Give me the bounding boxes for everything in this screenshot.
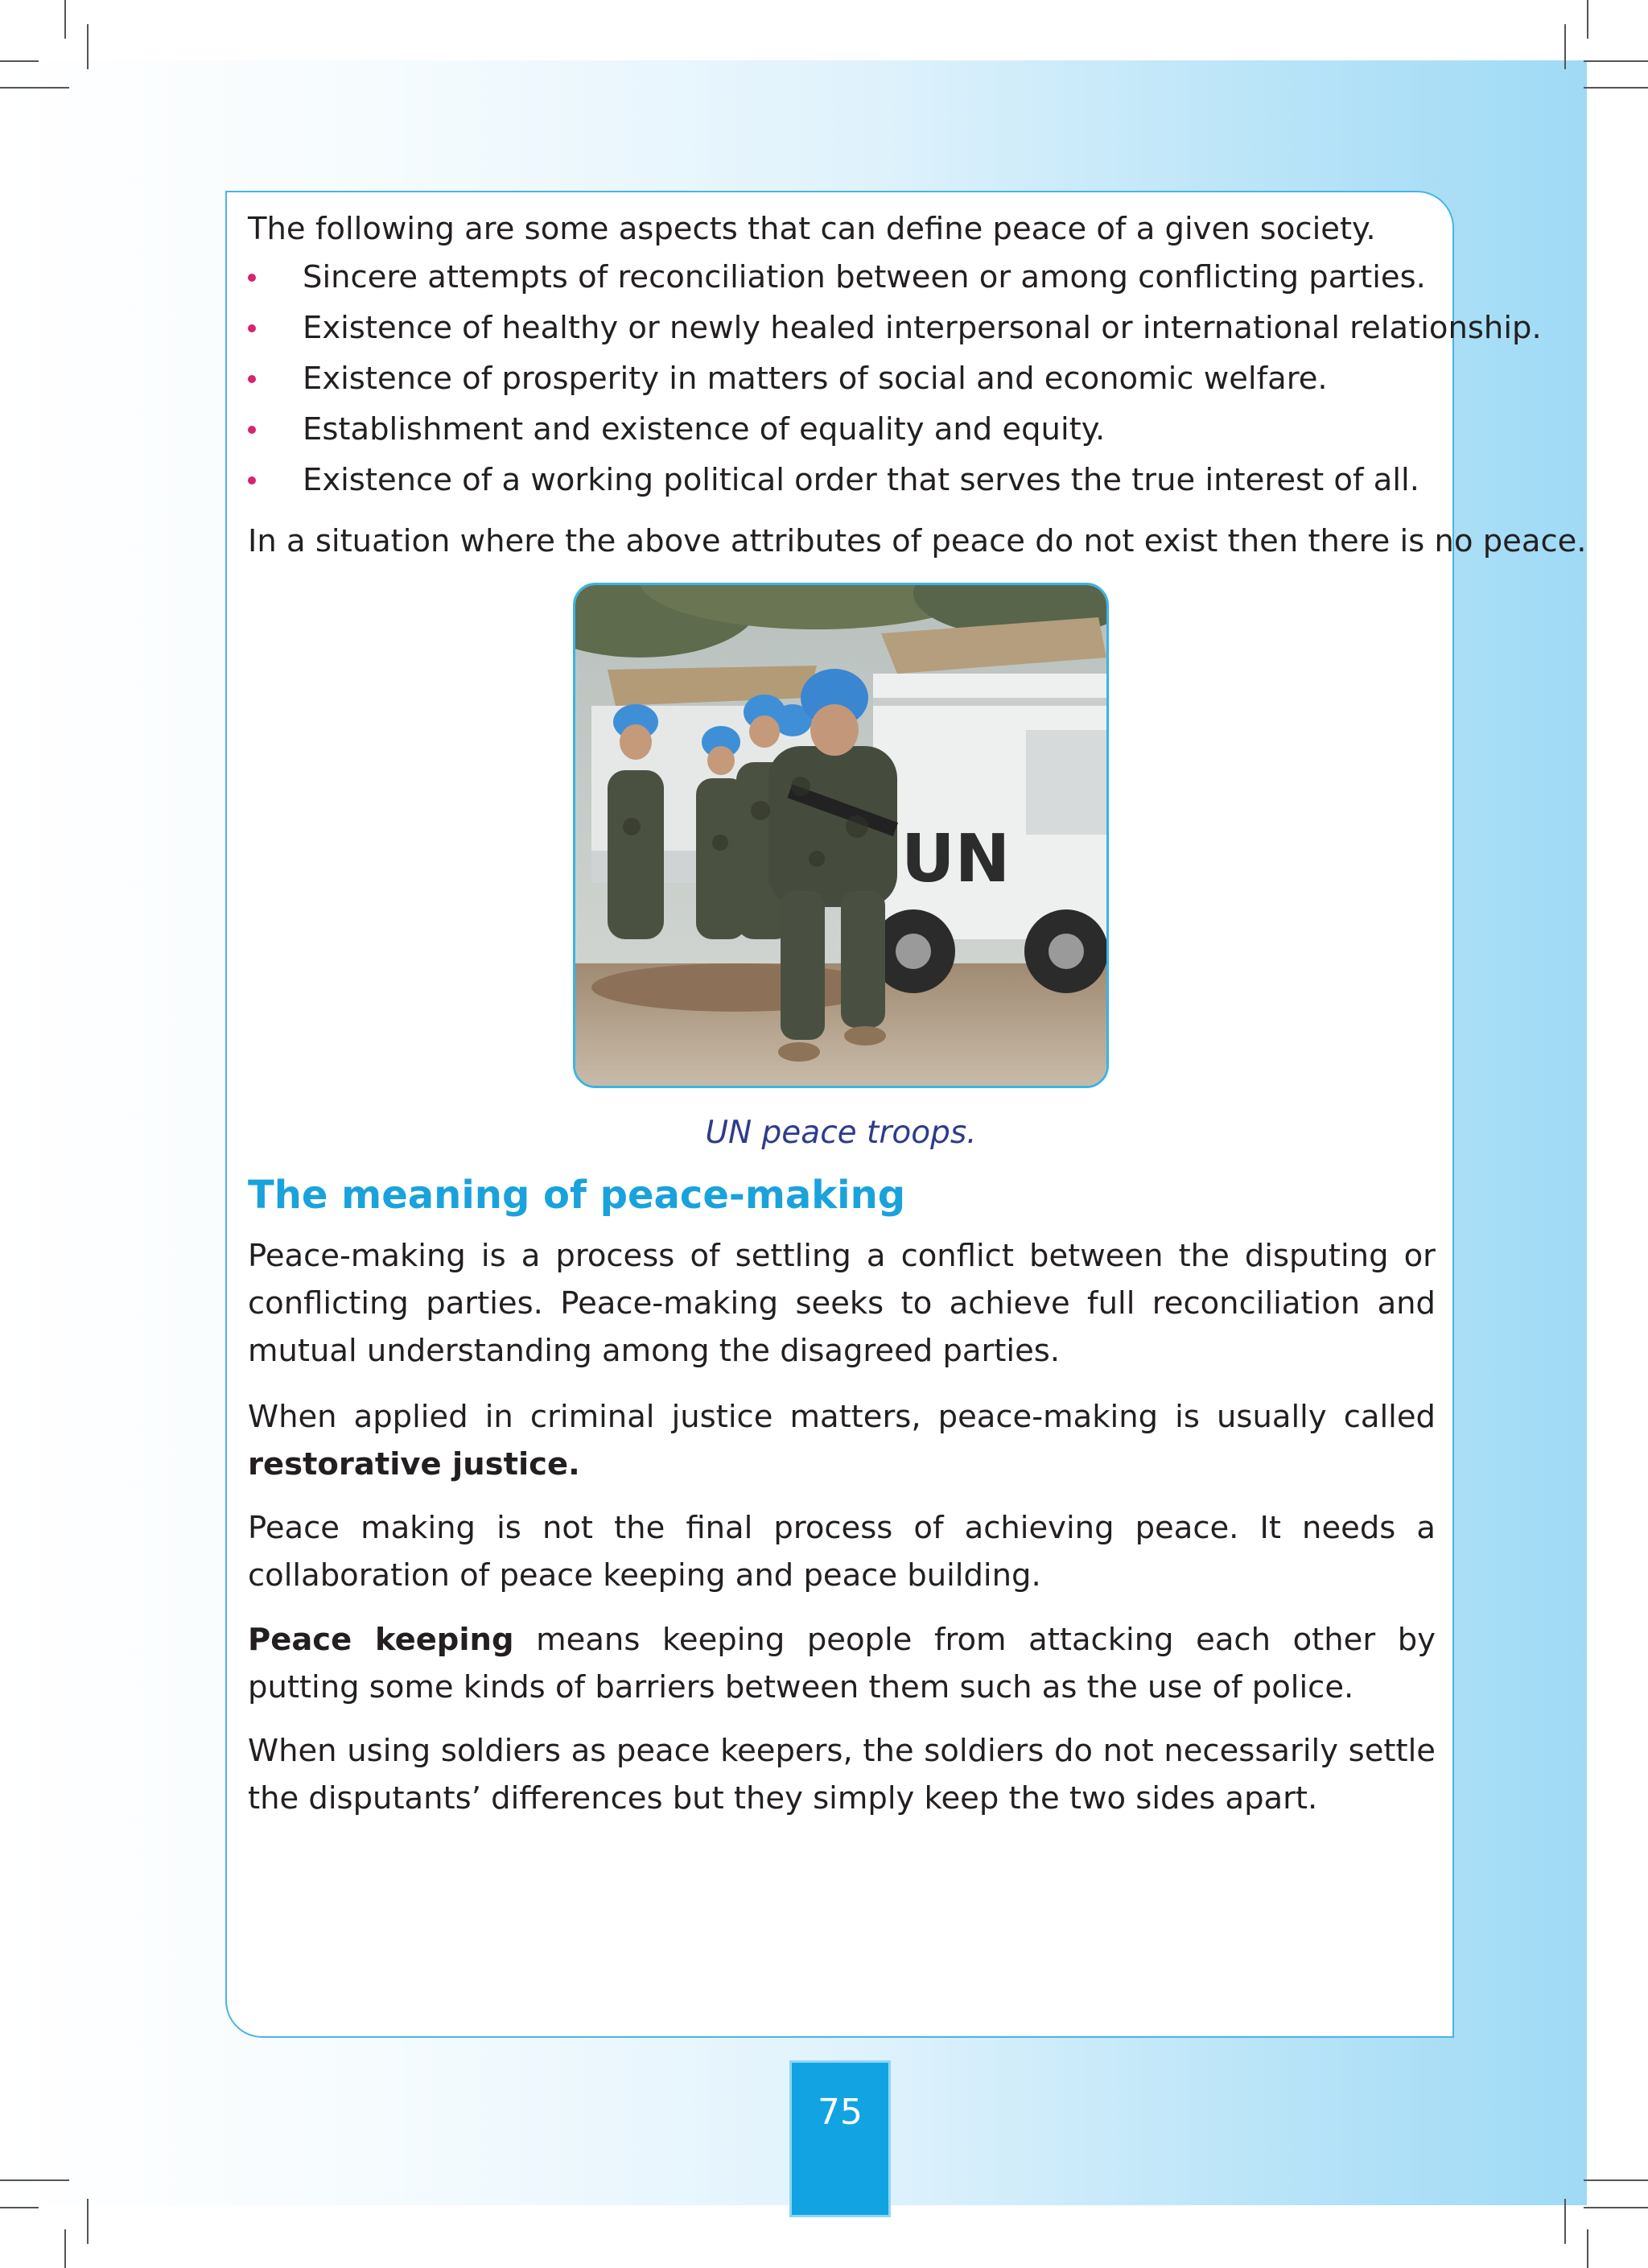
page-number-tab xyxy=(789,2060,891,2217)
paragraph xyxy=(248,1616,1436,1711)
bullet-icon xyxy=(248,476,256,485)
crop-mark xyxy=(0,2207,39,2208)
un-troops-photo xyxy=(573,583,1109,1088)
section-heading: The meaning of peace-making xyxy=(248,1173,906,1218)
conclusion-text: In a situation where the above attributes of peace do not exist then there is no peace. xyxy=(248,523,1587,559)
paragraph-text: means keeping people from attacking each other by putting some kinds of barriers between them such as the use of police. xyxy=(248,1622,1436,1705)
list-item-text: Sincere attempts of reconciliation between or among conflicting parties. xyxy=(303,259,1426,295)
crop-mark xyxy=(1564,24,1566,69)
crop-mark xyxy=(64,0,66,39)
paragraph-text: When applied in criminal justice matters, peace-making is usually called xyxy=(248,1399,1436,1435)
list-item xyxy=(248,357,1455,408)
bullet-icon xyxy=(248,274,256,282)
paragraph: When using soldiers as peace keepers, the soldiers do not necessarily settle the disputants’ differences but they simply keep the two sides apart. xyxy=(248,1733,1436,1816)
crop-mark xyxy=(1584,60,1648,62)
bold-term: Peace keeping xyxy=(248,1622,514,1658)
bullet-icon xyxy=(248,426,256,434)
crop-mark xyxy=(0,87,69,89)
crop-mark xyxy=(1584,87,1648,89)
list-item-text: Establishment and existence of equality and equity. xyxy=(303,411,1106,447)
figure-caption: UN peace troops. xyxy=(705,1115,977,1151)
page-number: 75 xyxy=(818,2092,863,2133)
crop-mark xyxy=(1584,2179,1648,2181)
crop-mark xyxy=(1584,2207,1648,2208)
paragraph xyxy=(248,1393,1436,1488)
paragraph: Peace-making is a process of settling a conflict between the disputing or conflicting parties. Peace-making seeks to achieve full reconciliation and mutual understanding among the disagreed parties. xyxy=(248,1238,1436,1369)
crop-mark xyxy=(1564,2199,1566,2244)
list-item xyxy=(248,459,1455,509)
crop-mark xyxy=(1587,2229,1588,2268)
list-item-text: Existence of healthy or newly healed interpersonal or international relationship. xyxy=(303,310,1542,346)
crop-mark xyxy=(87,2199,89,2244)
crop-mark xyxy=(1587,0,1588,39)
intro-text: The following are some aspects that can define peace of a given society. xyxy=(248,211,1376,247)
bold-term: restorative justice. xyxy=(248,1446,580,1482)
bullet-icon xyxy=(248,375,256,383)
vehicle-un-marking: UN xyxy=(901,821,1011,897)
list-item xyxy=(248,256,1455,307)
crop-mark xyxy=(0,2179,69,2181)
aspects-list xyxy=(248,256,1542,509)
list-item-text: Existence of a working political order that serves the true interest of all. xyxy=(303,462,1419,498)
list-item xyxy=(248,408,1455,459)
paragraph: Peace making is not the final process of achieving peace. It needs a collaboration of peace keeping and peace building. xyxy=(248,1510,1436,1594)
crop-mark xyxy=(0,60,39,62)
crop-mark xyxy=(64,2229,66,2268)
list-item xyxy=(248,307,1542,357)
crop-mark xyxy=(87,24,89,69)
bullet-icon xyxy=(248,324,256,332)
list-item-text: Existence of prosperity in matters of social and economic welfare. xyxy=(303,361,1328,397)
